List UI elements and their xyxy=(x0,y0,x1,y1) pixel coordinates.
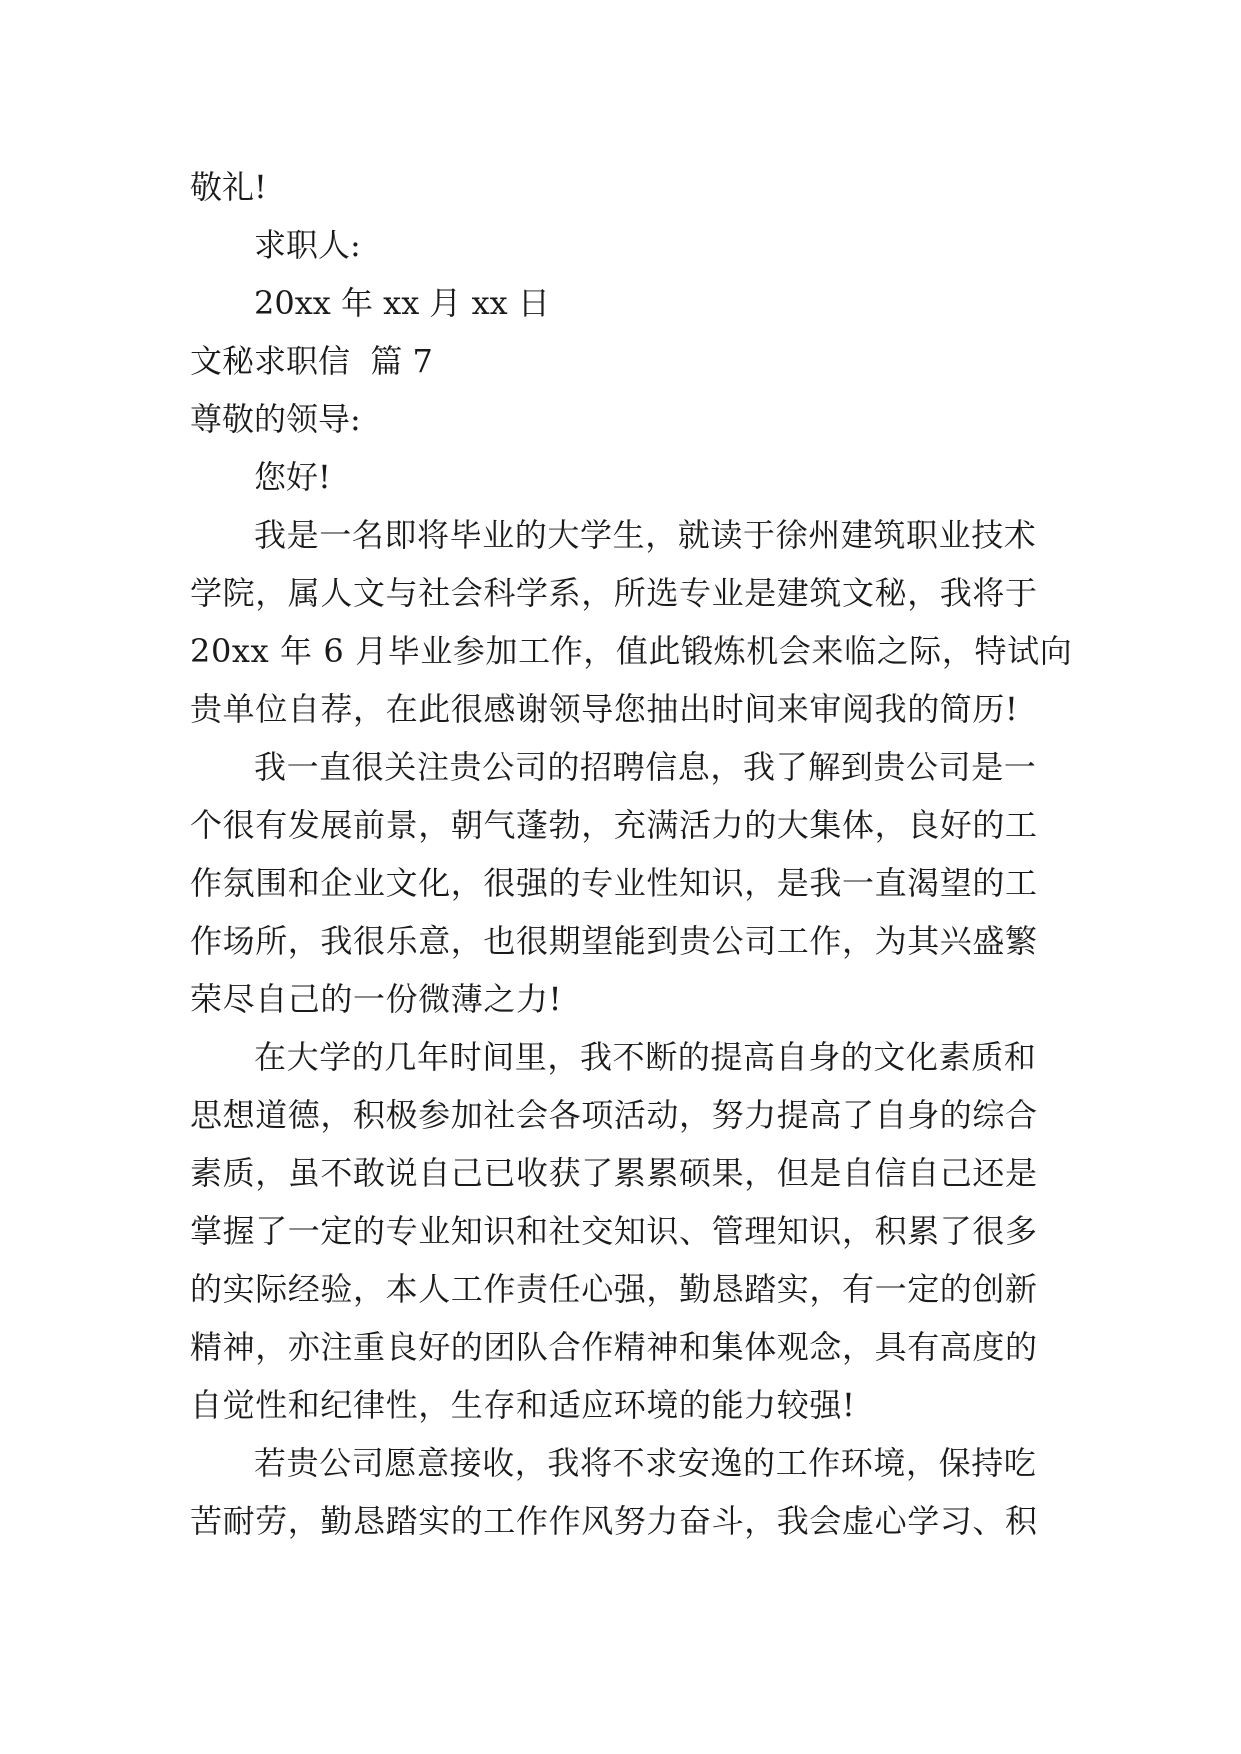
paragraph-line: 我是一名即将毕业的大学生，就读于徐州建筑职业技术 xyxy=(254,516,1037,554)
greeting-recipient: 尊敬的领导: xyxy=(190,400,361,438)
paragraph-line: 掌握了一定的专业知识和社交知识、管理知识，积累了很多 xyxy=(190,1212,1038,1250)
paragraph-line: 思想道德，积极参加社会各项活动，努力提高了自身的综合 xyxy=(190,1096,1038,1134)
paragraph xyxy=(190,1028,1050,1434)
paragraph-line: 若贵公司愿意接收，我将不求安逸的工作环境，保持吃 xyxy=(254,1444,1037,1482)
closing-date: 20xx 年 xx 月 xx 日 xyxy=(254,284,550,322)
paragraph-line: 20xx 年 6 月毕业参加工作，值此锻炼机会来临之际，特试向 xyxy=(190,632,1073,670)
paragraph xyxy=(190,506,1073,738)
paragraph xyxy=(190,738,1050,1028)
paragraph xyxy=(190,1434,1050,1550)
paragraph-line: 贵单位自荐，在此很感谢领导您抽出时间来审阅我的简历! xyxy=(190,690,1019,728)
paragraph-line: 荣尽自己的一份微薄之力! xyxy=(190,980,563,1018)
paragraph-line: 在大学的几年时间里，我不断的提高自身的文化素质和 xyxy=(254,1038,1037,1076)
paragraph-line: 作氛围和企业文化，很强的专业性知识，是我一直渴望的工 xyxy=(190,864,1038,902)
paragraph-line: 精神，亦注重良好的团队合作精神和集体观念，具有高度的 xyxy=(190,1328,1038,1366)
greeting-hello: 您好! xyxy=(254,458,331,496)
letter-body xyxy=(190,158,1073,1550)
paragraph-line: 的实际经验，本人工作责任心强，勤恳踏实，有一定的创新 xyxy=(190,1270,1038,1308)
closing-salute: 敬礼! xyxy=(190,168,267,206)
section-title: 文秘求职信 篇 7 xyxy=(190,342,433,380)
paragraph-line: 自觉性和纪律性，生存和适应环境的能力较强! xyxy=(190,1386,856,1424)
paragraph-line: 素质，虽不敢说自己已收获了累累硕果，但是自信自己还是 xyxy=(190,1154,1038,1192)
paragraph-line: 我一直很关注贵公司的招聘信息，我了解到贵公司是一 xyxy=(254,748,1037,786)
paragraph-line: 苦耐劳，勤恳踏实的工作作风努力奋斗，我会虚心学习、积 xyxy=(190,1502,1038,1540)
closing-applicant: 求职人: xyxy=(254,226,361,264)
paragraph-line: 个很有发展前景，朝气蓬勃，充满活力的大集体，良好的工 xyxy=(190,806,1038,844)
paragraph-line: 学院，属人文与社会科学系，所选专业是建筑文秘，我将于 xyxy=(190,574,1038,612)
paragraph-line: 作场所，我很乐意，也很期望能到贵公司工作，为其兴盛繁 xyxy=(190,922,1038,960)
